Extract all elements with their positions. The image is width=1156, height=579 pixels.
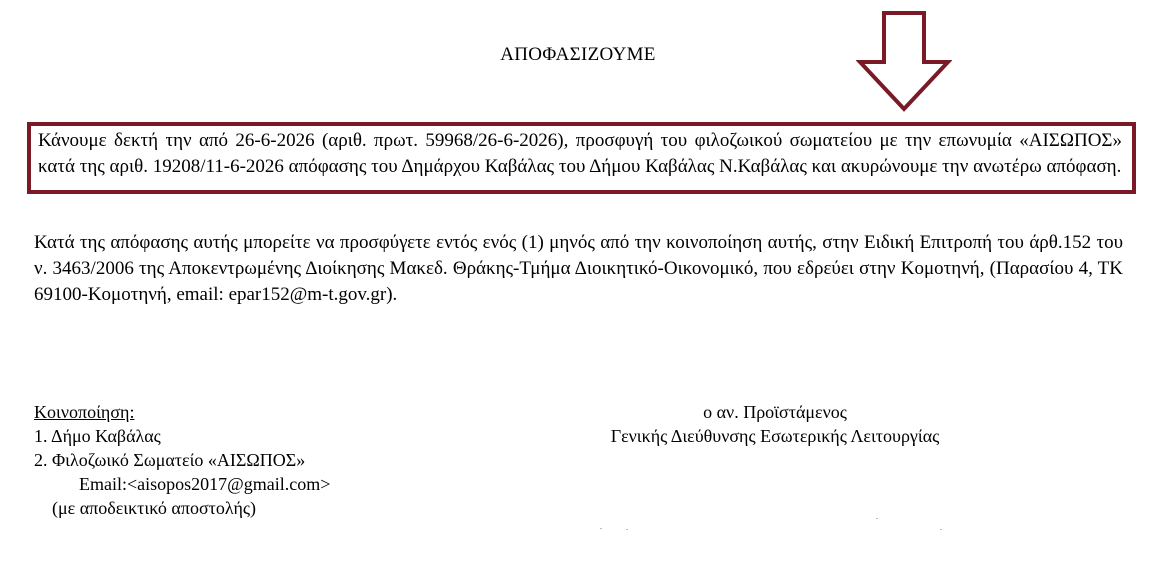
signature-department: Γενικής Διεύθυνσης Εσωτερικής Λειτουργίας [610,426,940,446]
notification-item-municipality: 1. Δήμο Καβάλας [34,426,161,446]
scan-speck [626,529,628,530]
highlighted-decision-box [27,122,1136,194]
appeal-paragraph: Κατά της απόφασης αυτής μπορείτε να προσφύγετε εντός ενός (1) μηνός από την κοινοποίηση αυτής, στην Ειδική Επιτροπή του άρθ.152 του ν. 3463/2006 της Αποκεντρωμένης Διοίκησης Μακεδ. Θράκης-Τμήμα Διοικητικό-Οικονομικό, που εδρεύει στην Κομοτηνή, (Παρασίου 4, ΤΚ 69100-Κομοτηνή, email: epar152@m-t.gov.gr). [34,232,1123,305]
decision-text: Κάνουμε δεκτή την από 26-6-2026 (αριθ. πρωτ. 59968/26-6-2026), προσφυγή του φιλοζωικού σωματείου με την επωνυμία «ΑΙΣΩΠΟΣ» κατά της αριθ. 19208/11-6-2026 απόφασης του Δημάρχου Καβάλας του Δήμου Καβάλας Ν.Καβάλας και ακυρώνουμε την ανωτέρω απόφαση. [38,130,1122,177]
down-arrow-icon [856,10,952,112]
notification-item-association: 2. Φιλοζωικό Σωματείο «ΑΙΣΩΠΟΣ» [34,450,306,470]
scan-speck [876,518,878,519]
notification-list [34,400,330,520]
notification-note: (με αποδεικτικό αποστολής) [52,498,256,518]
scan-speck [940,529,942,530]
scan-speck [600,528,602,529]
notification-email: Email:<aisopos2017@gmail.com> [79,474,331,494]
signature-block [500,400,1050,448]
down-arrow-shape [860,13,948,109]
signature-role: ο αν. Προϊστάμενος [703,402,847,422]
notification-title: Κοινοποίηση: [34,402,135,422]
decision-heading: ΑΠΟΦΑΣΙΖΟΥΜΕ [500,44,656,65]
